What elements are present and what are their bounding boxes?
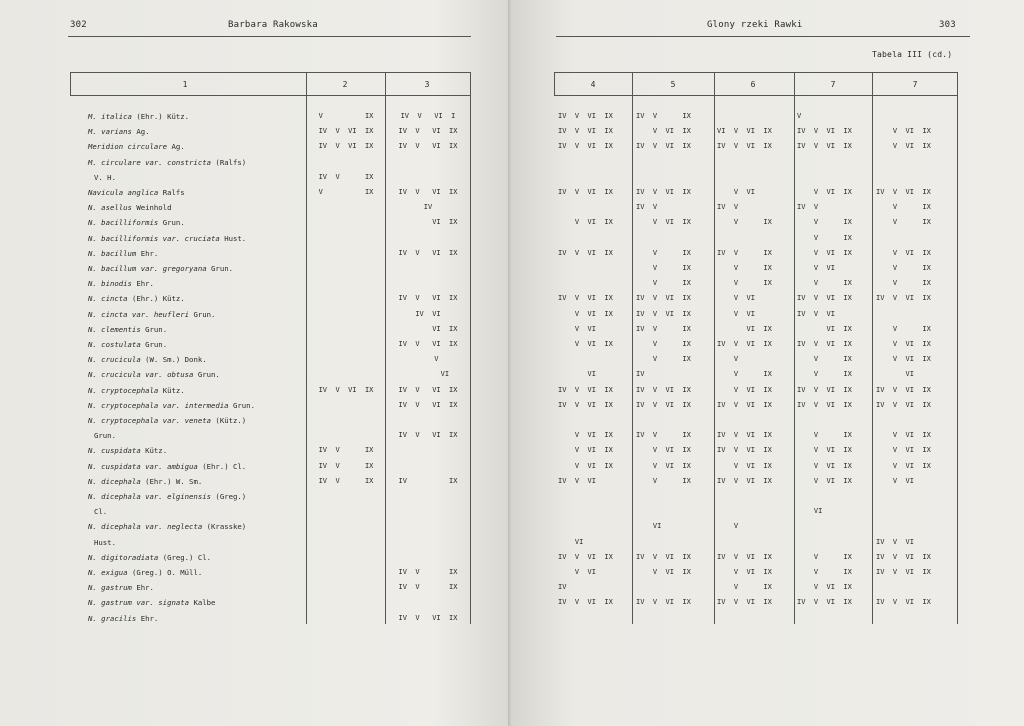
species-taxon: M. varians bbox=[88, 127, 132, 137]
species-author: Grun. bbox=[145, 340, 168, 349]
cell-col4: IV V VI IX bbox=[558, 385, 613, 394]
cell-col4: IV V VI IX bbox=[558, 112, 613, 120]
cell-col8: IV V VI IX bbox=[876, 294, 931, 303]
cell-col6: V VI IX bbox=[717, 568, 772, 576]
page-number-right: 303 bbox=[939, 20, 956, 30]
species-author: Hust. bbox=[94, 537, 116, 547]
cell-col7: V IX bbox=[797, 233, 852, 242]
cell-col5: V IX bbox=[636, 248, 691, 257]
column-divider-2 bbox=[385, 72, 386, 624]
cell-col6: IV V VI IX bbox=[717, 598, 772, 607]
cell-col5: IV V IX bbox=[636, 431, 691, 440]
column-header-5: 5 bbox=[670, 80, 676, 89]
cell-col6: IV V VI IX bbox=[717, 142, 772, 151]
cell-col3: IV V VI I bbox=[400, 112, 456, 120]
species-name bbox=[88, 294, 185, 303]
species-author: Ralfs bbox=[162, 188, 185, 197]
species-name bbox=[88, 568, 202, 577]
species-name bbox=[88, 218, 185, 227]
species-author: Ehr. bbox=[136, 583, 154, 593]
species-author: Kütz. bbox=[162, 385, 185, 395]
species-author: Hust. bbox=[224, 233, 247, 243]
cell-col2: IV V VI IX bbox=[318, 127, 374, 136]
species-taxon: N. cincta bbox=[88, 294, 128, 304]
cell-col8: V VI bbox=[876, 476, 914, 485]
cell-col3: V bbox=[417, 355, 439, 364]
right-page bbox=[512, 0, 1024, 726]
cell-col3: IV V VI IX bbox=[398, 188, 458, 196]
species-name bbox=[88, 492, 246, 501]
column-divider-5 bbox=[714, 72, 715, 624]
cell-col6: V IX bbox=[717, 264, 772, 272]
species-author: Grun. bbox=[233, 400, 255, 410]
species-taxon: N. cuspidata var. ambigua bbox=[88, 461, 198, 471]
cell-col8: IV V VI IX bbox=[876, 400, 931, 409]
species-author: (Krasske) bbox=[206, 522, 247, 532]
cell-col3: IV V VI IX bbox=[398, 248, 458, 257]
cell-col3: IV V IX bbox=[398, 568, 458, 576]
cell-col5: IV V VI IX bbox=[636, 294, 691, 303]
cell-col8: V VI IX bbox=[876, 355, 931, 364]
species-taxon: M. circulare var. constricta bbox=[88, 157, 212, 167]
species-name bbox=[88, 401, 255, 410]
cell-col7: IV V VI IX bbox=[797, 598, 852, 607]
cell-col3: IV VI bbox=[415, 309, 441, 318]
cell-col5: IV V VI IX bbox=[636, 552, 691, 561]
cell-col5: V VI IX bbox=[636, 461, 691, 470]
cell-col3: IV IX bbox=[398, 476, 458, 485]
cell-col7: IV V bbox=[797, 203, 819, 212]
cell-col4: IV bbox=[558, 583, 567, 592]
species-name bbox=[94, 431, 116, 440]
species-taxon: N. dicephala bbox=[88, 476, 141, 486]
species-name bbox=[88, 446, 167, 455]
species-taxon: N. gastrum bbox=[88, 583, 132, 593]
cell-col4: V VI IX bbox=[558, 340, 613, 348]
species-author: (Greg.) bbox=[215, 492, 247, 501]
species-taxon: N. cryptocephala bbox=[88, 385, 159, 395]
species-name bbox=[88, 310, 215, 319]
column-header-6: 6 bbox=[750, 80, 756, 89]
species-author: (Ehr.) Kütz. bbox=[131, 294, 185, 304]
species-name bbox=[94, 507, 107, 516]
cell-col3: IV V VI IX bbox=[398, 142, 458, 151]
cell-col3: VI IX bbox=[398, 218, 458, 227]
cell-col3: VI bbox=[406, 370, 450, 379]
cell-col8: V VI IX bbox=[876, 142, 931, 151]
cell-col8: V VI IX bbox=[876, 431, 931, 440]
cell-col6: V VI bbox=[717, 294, 755, 303]
species-name bbox=[88, 477, 202, 486]
cell-col8: VI bbox=[876, 370, 914, 379]
species-author: Ehr. bbox=[140, 248, 159, 258]
species-taxon: N. digitoradiata bbox=[88, 552, 159, 562]
cell-col8: V VI IX bbox=[876, 127, 931, 136]
cell-col4: VI bbox=[558, 370, 596, 379]
column-header-3: 3 bbox=[424, 80, 430, 89]
species-author: (Ralfs) bbox=[215, 157, 247, 167]
column-header-4: 4 bbox=[590, 80, 596, 89]
cell-col8: V VI IX bbox=[876, 446, 931, 455]
cell-col6: V IX bbox=[717, 279, 772, 288]
species-name bbox=[88, 112, 189, 121]
species-name bbox=[88, 416, 246, 425]
species-name bbox=[88, 203, 172, 212]
species-name bbox=[88, 340, 167, 349]
species-author: (Greg.) Cl. bbox=[162, 552, 212, 562]
column-divider-6 bbox=[794, 72, 795, 624]
species-taxon: N. clementis bbox=[88, 324, 141, 334]
cell-col7: IV V VI IX bbox=[797, 340, 852, 348]
cell-col4: IV V VI bbox=[558, 476, 596, 485]
cell-col5: IV V IX bbox=[636, 112, 691, 120]
cell-col8: IV V VI IX bbox=[876, 598, 931, 607]
species-name bbox=[88, 249, 158, 258]
cell-col8: V IX bbox=[876, 203, 931, 212]
cell-col5: IV bbox=[636, 370, 645, 379]
cell-col3: IV bbox=[423, 203, 433, 212]
cell-col6: IV V VI IX bbox=[717, 552, 772, 561]
species-taxon: N. bacilliformis bbox=[88, 218, 159, 228]
cell-col7: V bbox=[797, 112, 802, 120]
cell-col4: V VI bbox=[558, 324, 596, 333]
cell-col5: V IX bbox=[636, 279, 691, 288]
species-name bbox=[88, 127, 150, 136]
species-author: Kalbe bbox=[193, 598, 216, 608]
cell-col8: V IX bbox=[876, 324, 931, 333]
cell-col8: V IX bbox=[876, 279, 931, 288]
species-author: (Ehr.) W. Sm. bbox=[145, 476, 203, 486]
species-taxon: N. bacillum bbox=[88, 248, 137, 258]
cell-col7: V IX bbox=[797, 279, 852, 288]
species-taxon: N. cuspidata bbox=[88, 446, 141, 456]
header-rule-left bbox=[68, 36, 471, 37]
species-taxon: N. bacilliformis var. cruciata bbox=[88, 233, 220, 243]
header-rule-right bbox=[556, 36, 970, 37]
species-author: Grun. bbox=[211, 264, 233, 273]
species-name bbox=[88, 462, 246, 471]
species-author: Grun. bbox=[193, 309, 216, 319]
species-author: (Greg.) O. Müll. bbox=[131, 568, 203, 577]
species-name bbox=[94, 173, 116, 182]
cell-col4: V VI bbox=[558, 568, 596, 576]
species-name bbox=[88, 614, 158, 623]
species-taxon: N. bacillum var. gregoryana bbox=[88, 264, 207, 273]
cell-col5: V IX bbox=[636, 476, 691, 485]
cell-col7: V VI IX bbox=[797, 446, 852, 455]
species-author: Cl. bbox=[94, 507, 108, 517]
cell-col2: IV V IX bbox=[318, 476, 374, 485]
cell-col6: IV V VI IX bbox=[717, 446, 772, 455]
cell-col4: IV V VI IX bbox=[558, 188, 613, 196]
table-caption: Tabela III (cd.) bbox=[872, 50, 953, 59]
species-author: Ag. bbox=[136, 127, 150, 137]
cell-col8: V VI IX bbox=[876, 248, 931, 257]
cell-col7: VI bbox=[797, 507, 823, 516]
cell-col7: V VI IX bbox=[797, 476, 852, 485]
species-taxon: N. exigua bbox=[88, 568, 128, 577]
cell-col7: V IX bbox=[797, 370, 852, 379]
cell-col5: IV V VI IX bbox=[636, 188, 691, 196]
cell-col8: IV V VI bbox=[876, 537, 914, 546]
cell-col7: IV V VI bbox=[797, 309, 835, 318]
cell-col6: IV V VI IX bbox=[717, 476, 772, 485]
species-name bbox=[88, 325, 167, 334]
cell-col6: V VI bbox=[717, 309, 755, 318]
species-taxon: Meridion circulare bbox=[88, 142, 168, 152]
column-header-1: 1 bbox=[182, 80, 188, 89]
cell-col6: IV V VI IX bbox=[717, 431, 772, 440]
running-head-right: Glony rzeki Rawki bbox=[707, 20, 803, 30]
cell-col4: V VI IX bbox=[558, 218, 613, 227]
cell-col2: IV V IX bbox=[318, 172, 374, 181]
cell-col4: IV V VI IX bbox=[558, 294, 613, 303]
cell-col5: V IX bbox=[636, 355, 691, 364]
cell-col3: IV V VI IX bbox=[398, 431, 458, 440]
cell-col4: V VI IX bbox=[558, 309, 613, 318]
cell-col6: V VI IX bbox=[717, 385, 772, 394]
cell-col7: V IX bbox=[797, 568, 852, 576]
species-author: Ehr. bbox=[140, 613, 159, 623]
species-author: (W. Sm.) Donk. bbox=[145, 355, 207, 365]
species-author: (Ehr.) Kütz. bbox=[136, 112, 190, 121]
species-name bbox=[88, 370, 220, 379]
species-name bbox=[88, 188, 185, 197]
column-divider-4 bbox=[632, 72, 633, 624]
cell-col4: IV V VI IX bbox=[558, 552, 613, 561]
cell-col5: IV V VI IX bbox=[636, 142, 691, 151]
cell-col3: IV V VI IX bbox=[398, 400, 458, 409]
cell-col7: V VI IX bbox=[797, 583, 852, 592]
species-name bbox=[88, 355, 207, 364]
cell-col3: IV V VI IX bbox=[398, 385, 458, 394]
cell-col4: V VI IX bbox=[558, 431, 613, 440]
cell-col5: IV V VI IX bbox=[636, 400, 691, 409]
cell-col6: V IX bbox=[717, 583, 772, 592]
cell-col7: V VI IX bbox=[797, 461, 852, 470]
cell-col6: V bbox=[717, 355, 739, 364]
cell-col4: V VI IX bbox=[558, 461, 613, 470]
species-name bbox=[88, 264, 233, 273]
cell-col6: V VI IX bbox=[717, 461, 772, 470]
species-author: Weinhold bbox=[136, 203, 172, 213]
cell-col6: VI V VI IX bbox=[717, 127, 772, 136]
cell-col2: IV V VI IX bbox=[318, 385, 374, 394]
cell-col8: V VI IX bbox=[876, 461, 931, 470]
species-author: Ehr. bbox=[136, 279, 154, 289]
cell-col3: IV V VI IX bbox=[398, 340, 458, 348]
cell-col4: V VI IX bbox=[558, 446, 613, 455]
cell-col6: V IX bbox=[717, 370, 772, 379]
column-divider-1 bbox=[306, 72, 307, 624]
species-taxon: N. dicephala var. elginensis bbox=[88, 492, 212, 501]
cell-col7: IV V VI IX bbox=[797, 385, 852, 394]
cell-col5: V VI IX bbox=[636, 446, 691, 455]
cell-col4: IV V VI IX bbox=[558, 248, 613, 257]
cell-col8: V IX bbox=[876, 218, 931, 227]
cell-col2: V IX bbox=[318, 112, 374, 120]
species-taxon: N. dicephala var. neglecta bbox=[88, 522, 203, 532]
column-header-2: 2 bbox=[342, 80, 348, 89]
species-name bbox=[88, 158, 246, 167]
species-taxon: N. gastrum var. signata bbox=[88, 598, 190, 608]
species-name bbox=[88, 583, 154, 592]
cell-col5: V IX bbox=[636, 264, 691, 272]
cell-col6: V IX bbox=[717, 218, 772, 227]
cell-col8: IV V VI IX bbox=[876, 552, 931, 561]
species-taxon: N. cincta var. heufleri bbox=[88, 309, 190, 319]
cell-col5: V VI IX bbox=[636, 127, 691, 136]
cell-col8: IV V VI IX bbox=[876, 568, 931, 576]
species-taxon: Navicula anglica bbox=[88, 188, 159, 197]
cell-col8: IV V VI IX bbox=[876, 188, 931, 196]
cell-col7: IV V VI IX bbox=[797, 127, 852, 136]
cell-col6: V bbox=[717, 522, 739, 531]
cell-col7: VI IX bbox=[797, 324, 852, 333]
species-author: Grun. bbox=[94, 431, 116, 441]
species-taxon: N. crucicula bbox=[88, 355, 141, 365]
species-taxon: N. cryptocephala var. veneta bbox=[88, 416, 212, 425]
cell-col4: IV V VI IX bbox=[558, 127, 613, 136]
cell-col4: IV V VI IX bbox=[558, 400, 613, 409]
species-name bbox=[88, 142, 185, 151]
species-name bbox=[88, 279, 154, 288]
column-header-box-left bbox=[70, 72, 471, 96]
cell-col3: IV V VI IX bbox=[398, 127, 458, 136]
cell-col5: IV V IX bbox=[636, 324, 691, 333]
column-divider-3 bbox=[470, 72, 471, 624]
column-divider-7 bbox=[872, 72, 873, 624]
species-name bbox=[88, 522, 246, 531]
species-name bbox=[88, 598, 215, 607]
cell-col6: V VI bbox=[717, 188, 755, 196]
species-taxon: N. gracilis bbox=[88, 613, 137, 623]
cell-col5: IV V VI IX bbox=[636, 309, 691, 318]
cell-col2: IV V IX bbox=[318, 446, 374, 455]
species-taxon: N. binodis bbox=[88, 279, 132, 289]
cell-col7: V IX bbox=[797, 355, 852, 364]
cell-col7: V IX bbox=[797, 218, 852, 227]
species-author: Grun. bbox=[162, 218, 185, 228]
cell-col2: IV V IX bbox=[318, 461, 374, 470]
cell-col7: V IX bbox=[797, 552, 852, 561]
cell-col2: IV V VI IX bbox=[318, 142, 374, 151]
species-author: (Kütz.) bbox=[215, 416, 247, 425]
species-name bbox=[88, 553, 211, 562]
species-taxon: N. asellus bbox=[88, 203, 132, 213]
species-author: (Ehr.) Cl. bbox=[202, 461, 247, 471]
cell-col8: IV V VI IX bbox=[876, 385, 931, 394]
cell-col5: IV V VI IX bbox=[636, 598, 691, 607]
cell-col7: V IX bbox=[797, 431, 852, 440]
cell-col6: IV V VI IX bbox=[717, 340, 772, 348]
cell-col7: V VI IX bbox=[797, 248, 852, 257]
cell-col7: IV V VI IX bbox=[797, 142, 852, 151]
cell-col7: IV V VI IX bbox=[797, 294, 852, 303]
cell-col4: IV V VI IX bbox=[558, 142, 613, 151]
column-divider-8 bbox=[957, 72, 958, 624]
species-author: Grun. bbox=[197, 370, 220, 380]
species-taxon: N. cryptocephala var. intermedia bbox=[88, 400, 229, 410]
column-header-7b: 7 bbox=[912, 80, 918, 89]
cell-col7: V VI bbox=[797, 264, 835, 272]
cell-col6: IV V bbox=[717, 203, 739, 212]
species-author: Grun. bbox=[145, 324, 168, 334]
species-taxon: M. italica bbox=[88, 112, 132, 121]
running-head-left: Barbara Rakowska bbox=[228, 20, 318, 30]
cell-col5: VI bbox=[636, 522, 662, 531]
cell-col3: IV V IX bbox=[398, 583, 458, 592]
cell-col7: IV V VI IX bbox=[797, 400, 852, 409]
cell-col6: VI IX bbox=[717, 324, 772, 333]
species-author: V. H. bbox=[94, 172, 116, 182]
cell-col3: IV V VI IX bbox=[398, 613, 458, 622]
column-header-7: 7 bbox=[830, 80, 836, 89]
cell-col3: IV V VI IX bbox=[398, 294, 458, 303]
cell-col2: V IX bbox=[318, 188, 374, 196]
species-author: Ag. bbox=[171, 142, 185, 152]
species-taxon: N. crucicula var. obtusa bbox=[88, 370, 194, 380]
species-taxon: N. costulata bbox=[88, 340, 141, 349]
cell-col6: IV V VI IX bbox=[717, 400, 772, 409]
species-name bbox=[88, 234, 246, 243]
cell-col5: V VI IX bbox=[636, 218, 691, 227]
species-author: Kütz. bbox=[145, 446, 168, 456]
cell-col8: V VI IX bbox=[876, 340, 931, 348]
cell-col8: V IX bbox=[876, 264, 931, 272]
cell-col3: VI IX bbox=[398, 324, 458, 333]
cell-col6: IV V IX bbox=[717, 248, 772, 257]
cell-col4: IV V VI IX bbox=[558, 598, 613, 607]
cell-col4: VI bbox=[558, 537, 584, 546]
cell-col7: V VI IX bbox=[797, 188, 852, 196]
cell-col5: V VI IX bbox=[636, 568, 691, 576]
species-name bbox=[94, 538, 116, 547]
cell-col5: IV V VI IX bbox=[636, 385, 691, 394]
cell-col5: V IX bbox=[636, 340, 691, 348]
species-name bbox=[88, 386, 185, 395]
page-number-left: 302 bbox=[70, 20, 87, 30]
cell-col5: IV V bbox=[636, 203, 658, 212]
